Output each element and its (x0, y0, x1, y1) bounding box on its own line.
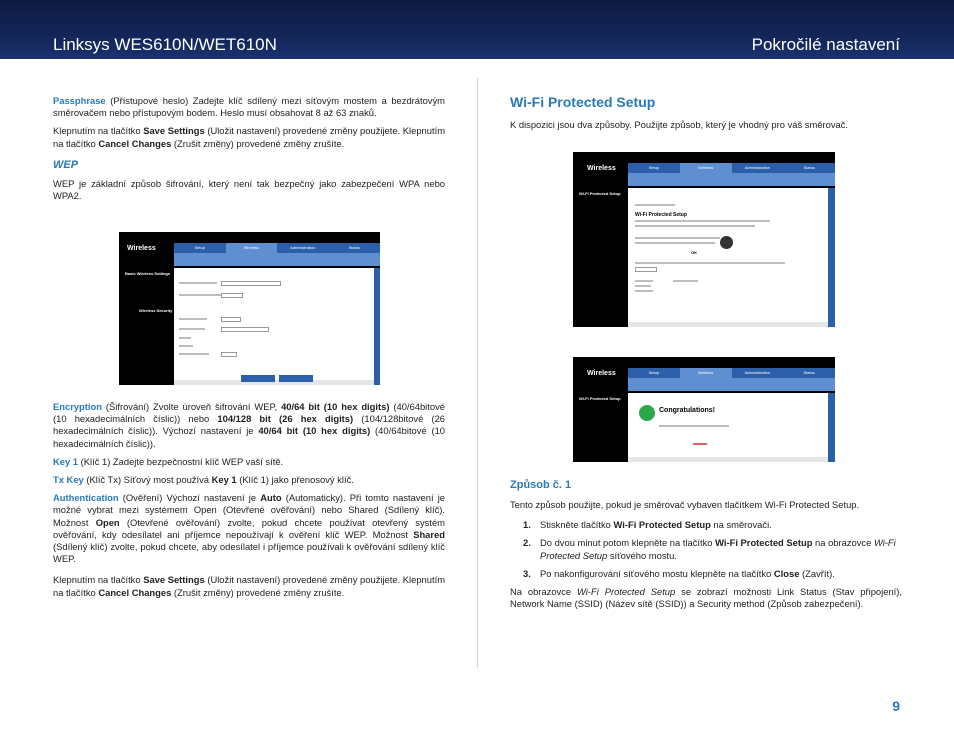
tab-administration: Administration (290, 245, 316, 250)
text: se zobrazí možnosti Link Status (Stav připojení), Network Name (SSID) (Název sítě (SSID)) a Security method (Způsob zabezpečení). (510, 586, 902, 610)
text: (Otevřené ověřování) zvolte, pokud chcete používat otevřený systém ověřování, kdy odesílatel ani příjemce nepoužívají k ověření klíč WEP. Možnost (53, 516, 445, 540)
screenshot-right-edge (374, 268, 380, 385)
text: Klepnutím na tlačítko (53, 574, 144, 586)
step-item (510, 537, 902, 561)
bold: Open (95, 516, 120, 528)
screenshot-tabs (628, 368, 835, 378)
bold: Shared (413, 528, 445, 540)
screenshot-brand: Wireless (127, 245, 156, 252)
cancel-changes-button (279, 375, 313, 382)
pin-field (635, 267, 657, 272)
text: (Automaticky). Při tomto nastavení je možné vybrat mezi systémem Open (Otevřené ověřování) nebo Shared (Sdílený klíč). Možnost (53, 492, 445, 528)
left-column-lower (53, 401, 445, 599)
txkey-paragraph (53, 474, 445, 486)
italic: Wi-Fi Protected Setup (577, 586, 676, 598)
term-encryption: Encryption (53, 401, 102, 412)
wep-settings-screenshot (119, 232, 380, 385)
form-line (179, 328, 205, 330)
italic: Wi-Fi Protected Setup (540, 537, 896, 561)
authentication-paragraph (53, 492, 445, 565)
form-field (221, 327, 269, 332)
tab-wireless: Wireless (226, 243, 278, 253)
text-line (635, 290, 653, 292)
step-number: 3. (523, 567, 531, 579)
form-line (179, 345, 193, 347)
text: (Klíč 1) Zadejte bezpečnostní klíč WEP vaší sítě. (78, 455, 284, 467)
bold: Close (773, 567, 800, 579)
tab-status: Status (803, 370, 815, 375)
sidebar-label-wps: Wi-Fi Protected Setup (579, 191, 621, 196)
sidebar-label-basic: Basic Wireless Settings (125, 271, 171, 276)
text: (Klíč 1) jako přenosový klíč. (236, 474, 354, 486)
wps-intro (510, 119, 902, 131)
wps-method-screenshot (573, 152, 835, 327)
tab-wireless: Wireless (680, 163, 732, 173)
header-product-title: Linksys WES610N/WET610N (53, 35, 277, 54)
form-line (179, 337, 191, 339)
screenshot-right-edge (828, 188, 835, 327)
form-line (179, 282, 217, 284)
method-section (510, 499, 902, 610)
save-settings-button (241, 375, 275, 382)
bold: 40/64 bit (10 hex digits) (281, 401, 390, 412)
text-line (635, 262, 785, 264)
page-header (0, 0, 954, 59)
text: (Ověření) Výchozí nastavení je (118, 492, 261, 504)
text: (Šifrování) Zvolte úroveň šifrování WEP, (101, 401, 282, 412)
outro-paragraph (510, 586, 902, 610)
tab-status: Status (348, 245, 360, 250)
text: (Uložit nastavení) provedené změny použijete. Klepnutím na tlačítko (53, 574, 446, 598)
text: na obrazovce (812, 537, 874, 549)
screenshot-subtabs (174, 253, 380, 266)
tab-administration: Administration (744, 165, 771, 170)
bold: Wi-Fi Protected Setup (613, 519, 711, 531)
text: (Klíč Tx) Síťový most používá (83, 474, 212, 486)
tab-administration: Administration (744, 370, 771, 375)
bold: 104/128 bit (26 hex digits) (217, 413, 354, 425)
save-settings-term: Save Settings (143, 125, 205, 137)
save-cancel-paragraph-1 (53, 125, 445, 149)
form-line (179, 318, 207, 320)
form-field (221, 293, 243, 298)
sidebar-label-wps: Wi-Fi Protected Setup (579, 396, 621, 401)
text: síťového mostu. (607, 549, 677, 561)
encryption-paragraph (53, 401, 445, 450)
wps-heading: Wi-Fi Protected Setup (510, 94, 656, 110)
intro-text: K dispozici jsou dva způsoby. Použijte způsob, který je vhodný pro váš směrovač. (510, 119, 849, 130)
success-check-icon (639, 405, 655, 421)
congratulations-text: Congratulations! (659, 407, 715, 414)
screenshot-sidebar (573, 393, 628, 462)
text-line (635, 225, 755, 227)
form-field (221, 281, 281, 286)
screenshot-subtabs (628, 173, 835, 186)
text-line (635, 204, 675, 206)
wps-success-screenshot (573, 357, 835, 462)
passphrase-text: (Přístupové heslo) Zadejte klíč sdílený mezi síťovým mostem a bezdrátovým směrovačem nebo přístupovým bodem. Heslo musí obsahovat 8 až 63 znaků. (53, 95, 445, 119)
tab-setup: Setup (194, 245, 205, 250)
text-line (673, 280, 698, 282)
term-passphrase: Passphrase (53, 95, 106, 106)
page-number: 9 (892, 698, 900, 714)
ok-label: OK (691, 250, 697, 255)
text-line (693, 443, 707, 445)
screenshot-tabs (174, 243, 380, 253)
screenshot-subtabs (628, 378, 835, 391)
wep-heading: WEP (53, 158, 79, 171)
screenshot-right-edge (828, 393, 835, 462)
screenshot-sidebar (119, 268, 174, 385)
text: na směrovači. (710, 519, 772, 531)
text: Klepnutím na tlačítko (53, 125, 144, 137)
step-item (510, 519, 902, 531)
screenshot-tabs (628, 163, 835, 173)
text: (40/64bitové (10 hexadecimálních číslic)) nebo (53, 401, 445, 425)
step-number: 2. (523, 537, 531, 549)
text-line (635, 285, 651, 287)
key1-paragraph (53, 456, 445, 468)
panel-title: Wi-Fi Protected Setup (635, 212, 687, 218)
step-item (510, 568, 902, 580)
tab-wireless: Wireless (680, 368, 732, 378)
text: (40/64bitové (10 hexadecimálních číslic)). (53, 425, 446, 449)
column-divider (477, 78, 478, 668)
term-txkey: Tx Key (53, 474, 84, 486)
save-settings-term: Save Settings (143, 574, 205, 586)
bold: Wi-Fi Protected Setup (715, 537, 813, 549)
passphrase-paragraph (53, 95, 445, 119)
sidebar-label-security: Wireless Security (139, 308, 173, 313)
wps-button-icon (720, 236, 733, 249)
method-heading: Způsob č. 1 (510, 479, 572, 491)
text: Stiskněte tlačítko (540, 519, 614, 531)
text-line (635, 237, 720, 239)
header-section-title: Pokročilé nastavení (751, 35, 900, 54)
term-authentication: Authentication (53, 492, 119, 504)
text-line (635, 242, 715, 244)
tab-setup: Setup (648, 370, 660, 375)
bold: Auto (260, 492, 282, 504)
step-number: 1. (523, 519, 531, 531)
steps-list (510, 519, 902, 580)
screenshot-brand: Wireless (587, 165, 616, 172)
text: Do dvou minut potom klepněte na tlačítko (540, 537, 716, 549)
text: (Uložit nastavení) provedené změny použijete. Klepnutím na tlačítko (53, 125, 446, 149)
text: (Zrušit změny) provedené změny zrušíte. (171, 137, 345, 149)
text-line (635, 280, 653, 282)
form-line (179, 294, 221, 296)
text: (Zrušit změny) provedené změny zrušíte. (171, 586, 345, 598)
cancel-changes-term: Cancel Changes (98, 137, 172, 149)
text-line (659, 425, 729, 427)
wep-intro: WEP je základní způsob šifrování, který není tak bezpečný jako zabezpečení WPA nebo WPA2. (53, 178, 445, 202)
text: (104/128bitové (26 hexadecimálních číslic)). Výchozí nastavení je (53, 413, 445, 437)
text: (Zavřít). (799, 567, 835, 579)
cancel-changes-term: Cancel Changes (98, 586, 172, 598)
left-column (53, 95, 445, 202)
tab-setup: Setup (648, 165, 660, 170)
form-field (221, 352, 237, 357)
bold: 40/64 bit (10 hex digits) (258, 425, 371, 437)
text: Po nakonfigurování síťového mostu klepněte na tlačítko (540, 567, 774, 579)
text: Na obrazovce (510, 586, 578, 598)
screenshot-brand: Wireless (587, 370, 616, 377)
save-cancel-paragraph-2 (53, 574, 445, 598)
term-key1: Key 1 (53, 455, 79, 467)
screenshot-content-panel (628, 188, 828, 322)
form-line (179, 353, 209, 355)
method-intro: Tento způsob použijte, pokud je směrovač vybaven tlačítkem Wi-Fi Protected Setup. (510, 499, 860, 510)
text-line (635, 220, 770, 222)
screenshot-sidebar (573, 188, 628, 327)
text: (Sdílený klíč) zvolte, pokud chcete, aby odesílatel i příjemce používali k ověřování sdílený klíč WEP. (53, 541, 445, 565)
bold: Key 1 (211, 474, 237, 486)
tab-status: Status (803, 165, 815, 170)
form-field (221, 317, 241, 322)
